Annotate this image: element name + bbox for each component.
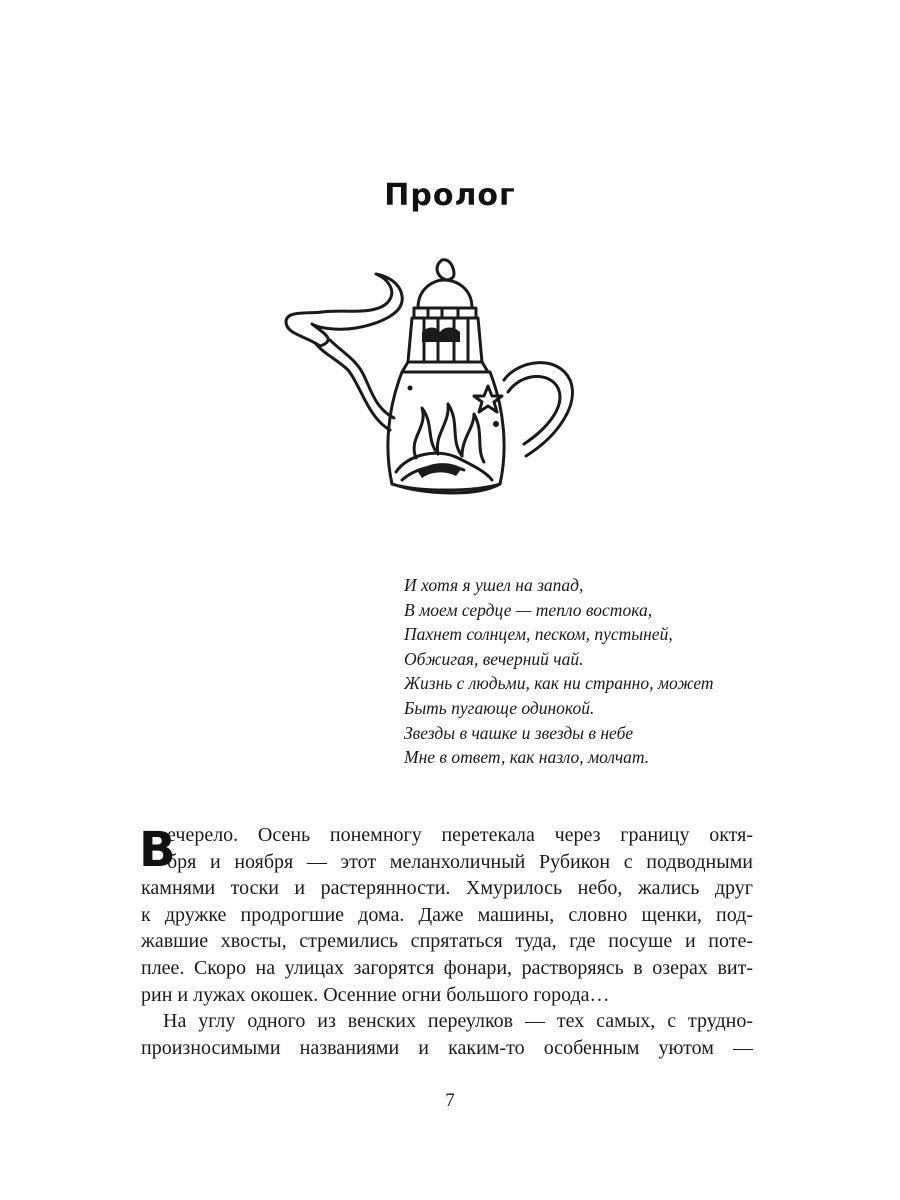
body-line: плее. Скоро на улицах загорятся фонари, растворяясь в озерах вит- bbox=[141, 956, 753, 979]
body-line: камнями тоски и растерянности. Хмурилось небо, жались друг bbox=[141, 877, 753, 900]
epigraph-line: Обжигая, вечерний чай. bbox=[404, 648, 584, 669]
epigraph-line: Жизнь с людьми, как ни странно, может bbox=[404, 673, 714, 694]
teapot-icon bbox=[278, 258, 578, 498]
drop-cap: В bbox=[139, 822, 176, 878]
body-line: бря и ноября — этот меланхоличный Рубикон с подводными bbox=[167, 850, 753, 873]
epigraph-line: Мне в ответ, как назло, молчат. bbox=[404, 747, 650, 768]
page-number: 7 bbox=[445, 1090, 455, 1111]
epigraph bbox=[404, 573, 824, 770]
epigraph-line: Быть пугающе одинокой. bbox=[404, 697, 595, 718]
epigraph-line: Пахнет солнцем, песком, пустыней, bbox=[404, 624, 673, 645]
epigraph-line: В моем сердце — тепло востока, bbox=[404, 599, 653, 620]
epigraph-line: И хотя я ушел на запад, bbox=[404, 575, 584, 595]
body-text bbox=[141, 822, 753, 1061]
body-line: произносимыми названиями и каким-то особенным уютом — bbox=[141, 1036, 753, 1059]
body-line: На углу одного из венских переулков — тех самых, с трудно- bbox=[163, 1010, 753, 1033]
body-line: ечерело. Осень понемногу перетекала через границу октя- bbox=[167, 824, 753, 846]
chapter-title: Пролог bbox=[384, 178, 516, 213]
body-line: жавшие хвосты, стремились спрятаться туда, где посуше и поте- bbox=[141, 930, 753, 953]
epigraph-line: Звезды в чашке и звезды в небе bbox=[404, 722, 634, 743]
body-line: к дружке продрогшие дома. Даже машины, словно щенки, под- bbox=[141, 903, 753, 926]
body-line: рин и лужах окошек. Осенние огни большого города… bbox=[141, 983, 610, 1006]
